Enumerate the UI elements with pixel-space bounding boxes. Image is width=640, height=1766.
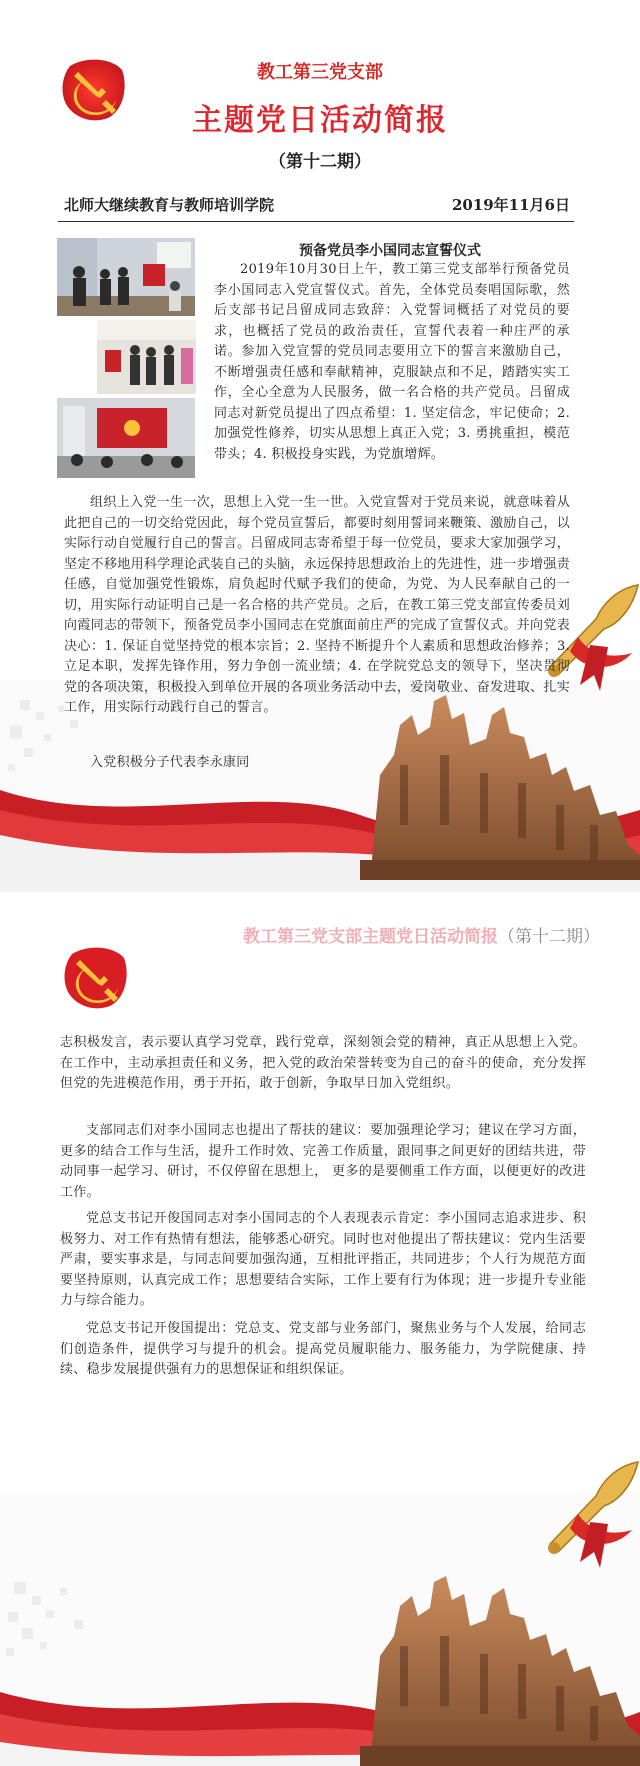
paragraph-main: 组织上入党一生一次，思想上入党一生一世。入党宣誓对于党员来说，就意味着从此把自己的一切交给党因此，每个党员宣誓后，都要时刻用誓词来鞭策、激励自己，以实际行动自觉履行自己的誓言。吕留成同志寄希望于每一位党员，要求大家加强学习，坚定不移地用科学理论武装自己的头脑，永远保持思想政治上的先进性，进一步增强责任感，自觉加强党性锻炼，肩负起时代赋予我们的使命，为党、为人民奉献自己的一切，用实际行动证明自己是一名合格的共产党员。之后，在教工第三党支部宣传委员刘向霞同志的带领下，预备党员李小国同志在党旗面前庄严的完成了宣誓仪式。并向党表决心：1. 保证自觉坚持党的根本宗旨；2. 坚持不断提升个人素质和思想政治修养；3. 立足本职，发挥先锋作用，努力争创一流业绩；4. 在学院党总支的领导下，坚决贯彻党的各项决策，积极投入到单位开展的各项业务活动中去，爱岗敬业、奋发进取、扎实工作，用实际行动践行自己的誓言。: [64, 495, 570, 715]
photo-ceremony-1: [57, 238, 195, 316]
paragraph-1: 志积极发言，表示要认真学习党章，践行党章，深刻领会党的精神，真正从思想上入党。在工作中，主动承担责任和义务，把入党的政治荣誉转变为自己的奋斗的使命，充分发挥但党的先进模范作用，勇于开拓，敢于创新，争取早日加入党组织。: [60, 1035, 586, 1091]
paragraph-3: 党总支书记开俊国同志对李小国同志的个人表现表示肯定：李小国同志追求进步、积极努力、对工作有热情有想法，能够悉心研究。同时也对他提出了帮扶建议：党内生活要严肃，要实事求是，与同志间要加强沟通，互相批评指正，共同进步；个人行为规范方面要坚持原则，认真完成工作；思想要结合实际，工作上要有行为体现；进一步提升专业能力与综合能力。: [60, 1211, 586, 1308]
brief-page-1: [0, 0, 640, 880]
publish-date: 2019年11月6日: [451, 196, 570, 214]
institution-name: 北师大继续教育与教师培训学院: [64, 196, 275, 214]
photo-ceremony-3: [57, 398, 195, 478]
paragraph-tail: 入党积极分子代表李永康同: [90, 755, 250, 770]
divider: [58, 221, 574, 222]
branch-title: 教工第三党支部: [257, 62, 383, 83]
page-gap: [0, 880, 640, 892]
photo-ceremony-2: [97, 320, 196, 394]
paragraph-4: 党总支书记开俊国提出：党总支、党支部与业务部门，聚焦业务与个人发展，给同志们创造条件，提供学习与提升的机会。提高党员履职能力、服务能力，为学院健康、持续、稳步发展提供强有力的思想保证和组织保证。: [60, 1321, 586, 1377]
paragraph-2: 支部同志们对李小国同志也提出了帮扶的建议：要加强理论学习；建议在学习方面，更多的结合工作与生活，提升工作时效、完善工作质量，跟同事之间更好的团结共进，带动同事一起学习、研讨，不仅停留在思想上， 更多的是要侧重工作方面，以便更好的改进工作。: [60, 1123, 586, 1200]
section-title: 预备党员李小国同志宣誓仪式: [299, 243, 481, 259]
paragraph-intro: 2019年10月30日上午，教工第三党支部举行预备党员李小国同志入党宣誓仪式。首先，全体党员奏唱国际歌，然后支部书记吕留成同志致辞：入党誓词概括了对党员的要求，也概括了党员的政治责任，宣誓代表着一种庄严的承诺。参加入党宣誓的党员同志要用立下的誓言来激励自己，不断增强责任感和奉献精神，克服缺点和不足，踏踏实实工作，全心全意为人民服务，做一名合格的共产党员。吕留成同志对新党员提出了四点希望：1. 坚定信念，牢记使命；2. 加强党性修养，切实从思想上真正入党；3. 勇挑重担，模范带头；4. 积极投身实践，为党旗增辉。: [214, 262, 570, 462]
trumpet-icon: [520, 1452, 640, 1572]
issue-number: （第十二期）: [269, 152, 371, 172]
header-title: 教工第三党支部主题党日活动简报: [243, 927, 498, 947]
main-title: 主题党日活动简报: [192, 103, 448, 138]
brief-page-2: [0, 892, 640, 1766]
party-emblem-icon: [58, 940, 134, 1016]
header-issue: （第十二期）: [498, 927, 600, 947]
meta-row: [64, 194, 570, 218]
